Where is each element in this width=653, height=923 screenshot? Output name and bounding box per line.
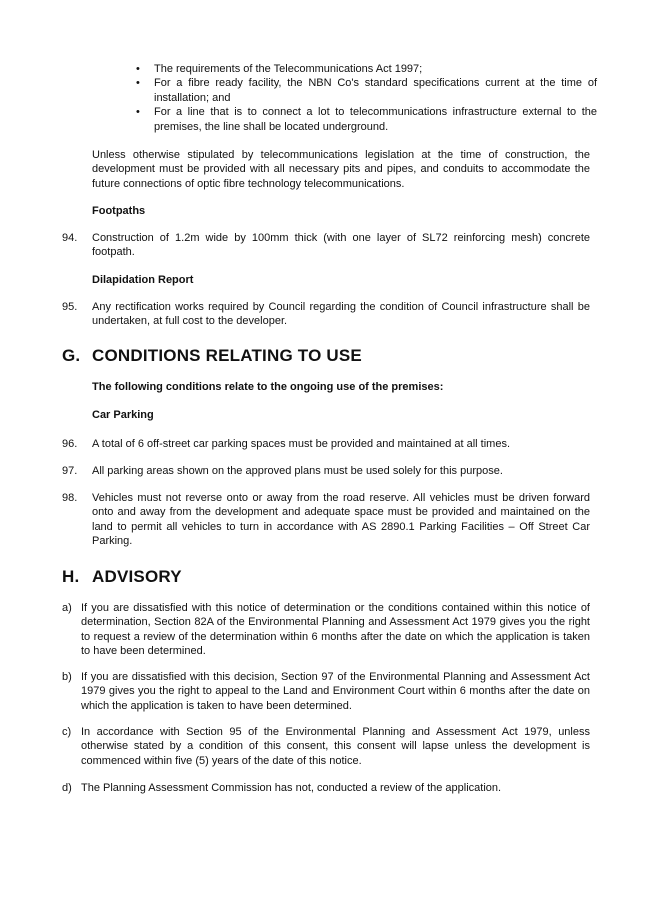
condition-text: Any rectification works required by Council regarding the condition of Council infrastructure shall be undertaken, at full cost to the developer. — [92, 301, 590, 328]
list-item — [135, 76, 597, 105]
advisory-text: The Planning Assessment Commission has not, conducted a review of the application. — [81, 782, 502, 794]
condition-text: A total of 6 off-street car parking spaces must be provided and maintained at all times. — [92, 438, 511, 450]
condition-text: All parking areas shown on the approved plans must be used solely for this purpose. — [92, 465, 503, 477]
advisory-letter: d) — [62, 782, 72, 794]
condition-number: 96. — [62, 438, 78, 450]
advisory-text: In accordance with Section 95 of the Environmental Planning and Assessment Act 1979, unless otherwise stated by a condition of this consent, this consent will lapse unless the development is commenced within five (5) years of the date of this notice. — [81, 726, 590, 767]
advisory-text: If you are dissatisfied with this decision, Section 97 of the Environmental Planning and Assessment Act 1979 gives you the right to appeal to the Land and Environment Court within 6 months after the date on which the application is taken to have been determined. — [81, 671, 590, 712]
condition-text: Construction of 1.2m wide by 100mm thick (with one layer of SL72 reinforcing mesh) concrete footpath. — [92, 232, 590, 259]
condition-number: 94. — [62, 232, 78, 244]
section-g-heading — [62, 346, 362, 366]
condition-number: 97. — [62, 465, 78, 477]
bullet-icon: • — [136, 77, 140, 90]
advisory-letter: b) — [62, 671, 72, 683]
footpaths-heading: Footpaths — [92, 205, 146, 217]
advisory-letter: a) — [62, 602, 72, 614]
list-item-text: The requirements of the Telecommunications Act 1997; — [154, 63, 423, 75]
section-letter: H. — [62, 567, 80, 586]
section-letter: G. — [62, 346, 81, 365]
advisory-text: If you are dissatisfied with this notice of determination or the conditions contained within this notice of determination, Section 82A of the Environmental Planning and Assessment Act 1979 gives you the right to request a review of the determination within 6 months after the date on which the application is taken to have been determined. — [81, 602, 590, 658]
telecom-requirements-list — [135, 62, 597, 134]
car-parking-heading: Car Parking — [92, 409, 154, 421]
list-item — [135, 62, 597, 76]
list-item — [135, 105, 597, 134]
condition-text: Vehicles must not reverse onto or away from the road reserve. All vehicles must be driven forward onto and away from the development and adequate space must be provided and maintained on the land to permit all vehicles to turn in accordance with AS 2890.1 Parking Facilities – Off Street Car Parking. — [92, 492, 590, 548]
section-h-heading — [62, 567, 182, 587]
bullet-icon: • — [136, 106, 140, 119]
advisory-letter: c) — [62, 726, 72, 738]
section-g-intro: The following conditions relate to the ongoing use of the premises: — [92, 381, 444, 393]
bullet-icon: • — [136, 63, 140, 75]
condition-number: 95. — [62, 301, 78, 313]
telecom-paragraph: Unless otherwise stipulated by telecommunications legislation at the time of construction, the development must be provided with all necessary pits and pipes, and conduits to accommodate the future connections of optic fibre technology telecommunications. — [92, 149, 590, 190]
list-item-text: For a fibre ready facility, the NBN Co's standard specifications current at the time of installation; and — [154, 77, 597, 104]
section-title: ADVISORY — [92, 567, 182, 586]
list-item-text: For a line that is to connect a lot to telecommunications infrastructure external to the premises, the line shall be located underground. — [154, 106, 597, 133]
condition-number: 98. — [62, 492, 78, 504]
dilapidation-heading: Dilapidation Report — [92, 274, 194, 286]
section-title: CONDITIONS RELATING TO USE — [92, 346, 362, 365]
